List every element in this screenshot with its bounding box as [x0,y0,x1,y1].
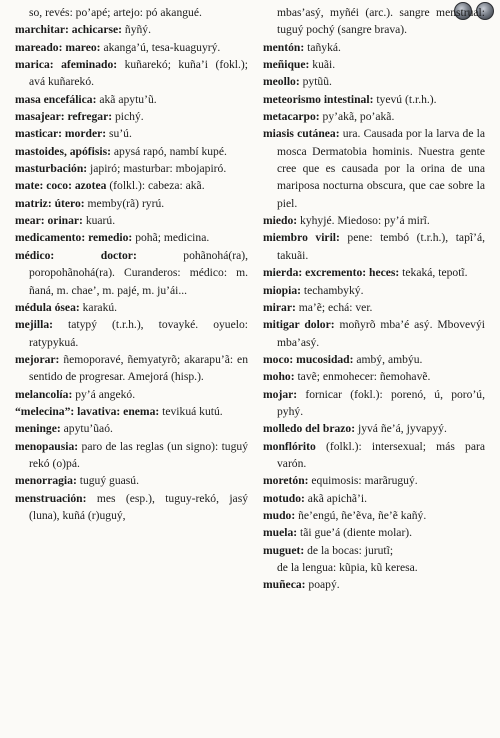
definition: akanga’ú, tesa-kuaguyrý. [100,40,221,54]
dictionary-entry [15,160,248,177]
definition: ñe’engú, ñe’ẽva, ñe’ẽ kañý. [295,508,427,522]
headword: mear: orinar: [15,214,83,228]
definition: akã apytu’ũ. [96,92,157,106]
headword: mejilla: [15,318,53,332]
definition: karakú. [79,300,118,314]
definition: akã apichã’i. [304,491,367,505]
headword: meteorismo intestinal: [263,92,374,106]
dictionary-entry [263,438,485,473]
dictionary-entry [15,212,248,229]
definition: ñyñý. [122,23,151,37]
headword: médico: doctor: [15,248,137,262]
headword: médula ósea: [15,300,80,314]
definition: moñyrõ mba’é asý. Mbovevýi mba’asý. [277,318,485,349]
definition: kuñarekó; kuña’i (fokl.); avá kuñarekó. [29,58,248,89]
dictionary-entry [15,403,248,420]
headword: muguet: [263,543,305,557]
definition: su’ú. [106,127,132,141]
headword: miedo: [263,214,298,228]
definition: techambyký. [301,283,364,297]
dictionary-entry [263,39,485,56]
definition: pohã; medicina. [132,231,210,245]
definition: ambý, ambýu. [353,352,423,366]
definition: equimosis: marãruguý. [308,474,418,488]
dictionary-entry [263,507,485,524]
dictionary-entry [263,108,485,125]
dictionary-entry [263,524,485,541]
definition: kuãi. [309,58,336,72]
headword: molledo del brazo: [263,422,356,436]
headword: meollo: [263,75,300,89]
dictionary-entry [15,39,248,56]
definition: tãi gue’á (diente molar). [297,526,413,540]
headword: mojar: [263,387,298,401]
headword: muñeca: [263,578,306,592]
left-column [15,4,248,524]
headword: meninge: [15,422,61,436]
definition: tavẽ; enmohecer: ñemohavẽ. [294,370,431,384]
headword: masturbación: [15,162,88,176]
dictionary-entry [263,576,485,593]
headword: masticar: morder: [15,127,107,141]
definition: (folkl.): intersexual; más para varón. [277,439,485,470]
headword: monflórito [263,439,316,453]
dictionary-entry [263,420,485,437]
headword: menopausia: [15,439,79,453]
definition: tuguý guasú. [76,474,139,488]
right-column [263,4,485,594]
dictionary-entry [263,125,485,212]
headword: “melecina”: lavativa: enema: [15,404,160,418]
headword: mitigar dolor: [263,318,335,332]
headword: medicamento: remedio: [15,231,133,245]
definition: ma’ẽ; echá: ver. [295,300,373,314]
definition: pytũũ. [299,75,332,89]
headword: mate: coco: azotea [15,179,107,193]
definition: paro de las reglas (un signo): tuguý rekó (o)pá. [29,439,248,470]
dictionary-entry [15,229,248,246]
definition: jyvá ñe’á, jyvapyý. [355,422,447,436]
headword: moretón: [263,474,309,488]
dictionary-entry [15,143,248,160]
definition: tatypý (t.r.h.), tovayké. oyuelo: ratypykuá. [29,318,248,349]
definition: py’á angekó. [72,387,136,401]
definition: (folkl.): cabeza: akã. [106,179,205,193]
dictionary-entry [15,21,248,38]
dictionary-entry [15,108,248,125]
dictionary-entry [15,472,248,489]
headword: mastoides, apófisis: [15,144,111,158]
dictionary-entry [15,91,248,108]
headword: mejorar: [15,352,60,366]
entry-continuation: mbas’asý, myñéi (arc.). sangre menstrual: tuguý pochý (sangre brava). [277,6,485,37]
dictionary-entry [263,542,485,559]
definition: tevikuá kutú. [159,404,223,418]
dictionary-entry [15,438,248,473]
dictionary-entry [263,91,485,108]
dictionary-entry [263,368,485,385]
dictionary-entry [263,73,485,90]
headword: miembro viril: [263,231,340,245]
headword: marica: afeminado: [15,58,118,72]
definition: py’akã, po’akã. [319,110,395,124]
definition: apytu’ũaó. [60,422,113,436]
headword: muela: [263,526,298,540]
dictionary-entry [263,299,485,316]
headword: mirar: [263,300,296,314]
headword: mierda: excremento: heces: [263,266,400,280]
headword: mareado: mareo: [15,40,101,54]
definition: ñemoporavé, ñemyatyrõ; akarapu’ã: en sentido de progresar. Amejorá (hisp.). [29,352,248,384]
headword: menstruación: [15,491,87,505]
headword: moco: mucosidad: [263,352,354,366]
dictionary-entry [263,472,485,489]
definition: tañyká. [304,40,341,54]
definition: kuarú. [82,214,116,228]
definition: japiró; masturbar: mbojapiró. [87,162,227,176]
dictionary-entry [263,264,485,281]
dictionary-entry [15,420,248,437]
dictionary-entry [263,490,485,507]
definition: fornicar (fokl.): porenó, ú, poro’ú, pyhý. [277,387,485,418]
headword: miopia: [263,283,302,297]
definition: mes (esp.), tuguy-rekó, jasý (luna), kuñá (r)uguý, [29,491,248,522]
definition: kyhyjé. Miedoso: py’á mirĩ. [297,214,430,228]
dictionary-entry [15,490,248,525]
headword: metacarpo: [263,110,320,124]
definition: memby(rã) ryrú. [84,196,165,210]
dictionary-entry [263,229,485,264]
dictionary-entry [15,177,248,194]
dictionary-entry [263,212,485,229]
dictionary-entry [263,282,485,299]
dictionary-entry [15,299,248,316]
definition: ura. Causada por la larva de la mosca Dermatobia hominis. Nuestra gente cree que es causada por la orina de una mariposa nocturna obscura, que cae sobre la piel. [277,127,485,210]
headword: menorragia: [15,474,77,488]
headword: mudo: [263,508,296,522]
headword: masa encefálica: [15,92,97,106]
dictionary-entry [15,316,248,351]
dictionary-entry [15,351,248,386]
headword: motudo: [263,491,305,505]
dictionary-entry [15,247,248,299]
headword: moho: [263,370,295,384]
entry-continuation: de la lengua: kũpia, kũ keresa. [277,561,418,574]
definition: apysá rapó, nambí kupé. [110,144,227,158]
definition: de la bocas: jurutĩ; [304,543,394,557]
headword: mentón: [263,40,305,54]
headword: masajear: refregar: [15,110,113,124]
definition: pene: tembó (t.r.h.), tapĩ’á, takuãi. [277,231,486,262]
headword: matriz: útero: [15,196,85,210]
definition: tekaká, tepotĩ. [399,266,468,280]
definition: pohãnohá(ra), poropohãnohá(ra). Curanderos: médico: m. ñaná, m. chae’, m. pajé, m. ju’ái... [29,248,248,297]
definition: poapý. [305,578,340,592]
dictionary-entry [15,125,248,142]
definition: pichý. [112,110,144,124]
dictionary-entry [15,386,248,403]
headword: marchitar: achicarse: [15,23,122,37]
entry-continuation: so, revés: po’apé; artejo: pó akangué. [29,6,202,19]
dictionary-entry [263,386,485,421]
dictionary-entry [15,56,248,91]
headword: meñique: [263,58,310,72]
headword: miasis cutánea: [263,127,340,141]
dictionary-entry [263,351,485,368]
definition: tyevú (t.r.h.). [373,92,437,106]
dictionary-entry [263,316,485,351]
dictionary-entry [15,195,248,212]
dictionary-entry [263,56,485,73]
headword: melancolía: [15,387,73,401]
